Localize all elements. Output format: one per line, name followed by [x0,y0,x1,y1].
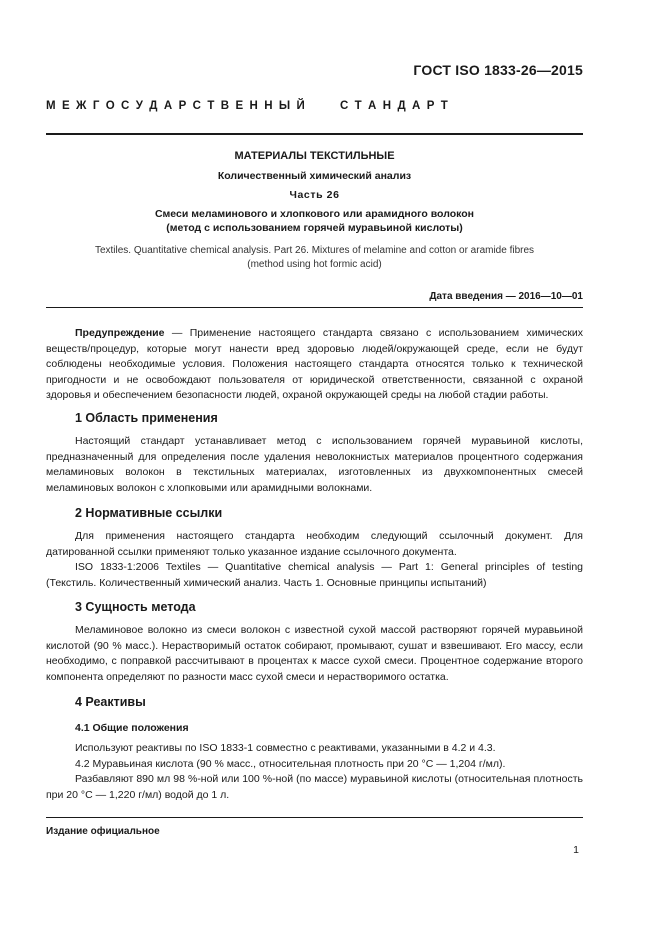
title-subject-line-1: Смеси меламинового и хлопкового или арамидного волокон [154,208,475,220]
footer-divider [46,817,583,818]
title-main: МАТЕРИАЛЫ ТЕКСТИЛЬНЫЕ [234,150,395,162]
section-2-heading: 2 Нормативные ссылки [75,506,223,520]
section-4-paragraph-1: Используют реактивы по ISO 1833-1 совместно с реактивами, указанными в 4.2 и 4.3. [75,742,496,754]
warning-paragraph [46,326,583,404]
section-2-paragraph-1: Для применения настоящего стандарта необходим следующий ссылочный документ. Для датированной ссылки применяют только указанное издание ссылочного документа. [46,530,583,558]
subsection-4-1-heading: 4.1 Общие положения [75,722,189,734]
title-part: Часть 26 [289,189,340,201]
section-4-heading: 4 Реактивы [75,695,146,709]
section-3-paragraph: Меламиновое волокно из смеси волокон с известной сухой массой растворяют горячей муравьиной кислотой (90 % масс.). Нерастворимый остаток собирают, промывают, сушат и взвешивают. Его массу, если необходимо, с поправкой рассчитывают в процентах к массе сухой смеси. Процентное содержание второго компонента определяют по разности масс сухой смеси и нерастворимого остатка. [46,624,583,683]
title-subject [46,207,583,235]
section-2-paragraph-2: ISO 1833-1:2006 Textiles — Quantitative chemical analysis — Part 1: General principles of testing (Текстиль. Количественный химический анализ. Часть 1. Основные принципы испытаний) [46,561,583,589]
section-1-heading: 1 Область применения [75,411,218,425]
warning-label: Предупреждение [75,327,165,339]
section-4-paragraph-3: Разбавляют 890 мл 98 %-ной или 100 %-ной (по массе) муравьиной кислоты (относительная плотность при 20 °С — 1,220 г/мл) водой до 1 л. [46,773,583,801]
header-divider [46,133,583,135]
english-title-line-2: (method using hot formic acid) [247,258,382,270]
interstate-standard-banner: М Е Ж Г О С У Д А Р С Т В Е Н Н Ы Й С Т А Н Д А Р Т [46,100,448,112]
date-divider [46,307,583,308]
section-1-paragraph: Настоящий стандарт устанавливает метод с использованием горячей муравьиной кислоты, предназначенный для определения после удаления неволокнистых материалов процентного содержания меламиновых волокон в текстильных материалах, изготовленных из двухкомпонентных смесей меламиновых волокон с хлопковыми или арамидными волокнами. [46,435,583,494]
title-subject-line-2: (метод с использованием горячей муравьиной кислоты) [166,222,463,234]
official-edition-label: Издание официальное [46,826,160,837]
section-3-heading: 3 Сущность метода [75,600,196,614]
section-4-paragraph-2: 4.2 Муравьиная кислота (90 % масс., относительная плотность при 20 °С — 1,204 г/мл). [75,758,506,770]
warning-text: — Применение настоящего стандарта связано с использованием химических веществ/процедур, которые могут нанести вред здоровью людей/окружающей среде, если не будут соблюдены необходимые условия. Положения настоящего стандарта относятся только к технической пригодности и не освобождают пользователя от юридической ответственности, связанной с охраной здоровья и обеспечением безопасности людей, охраной окружающей среды на любой стадии работы. [46,327,583,401]
english-title [46,244,583,271]
standard-number: ГОСТ ISO 1833-26—2015 [413,62,583,78]
introduction-date: Дата введения — 2016—10—01 [429,291,583,302]
page-number: 1 [573,844,579,856]
english-title-line-1: Textiles. Quantitative chemical analysis. Part 26. Mixtures of melamine and cotton or aramide fibres [94,245,535,256]
title-sub: Количественный химический анализ [217,170,412,182]
